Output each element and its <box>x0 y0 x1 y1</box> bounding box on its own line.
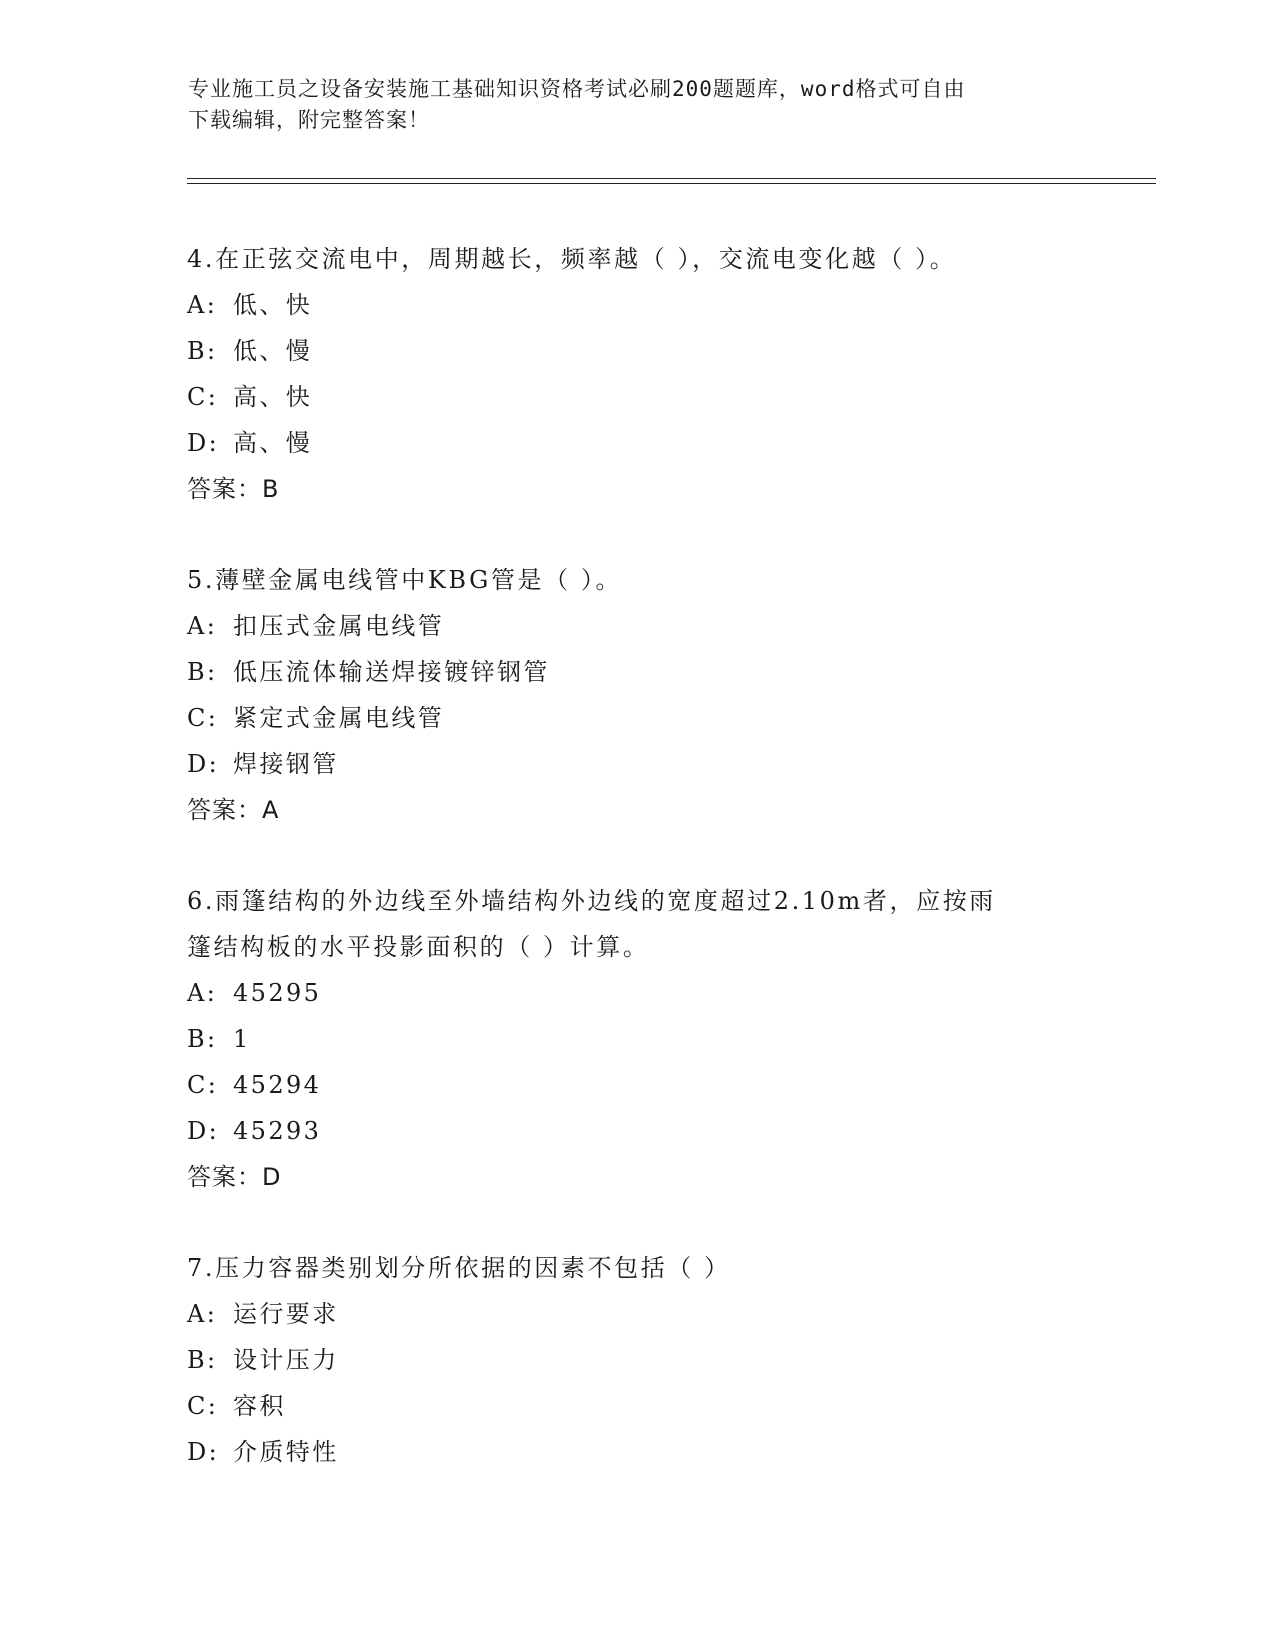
option-text: 45293 <box>233 1117 322 1145</box>
option-key: D: <box>187 750 220 778</box>
question-5 <box>187 557 1087 833</box>
option-text: 紧定式金属电线管 <box>233 704 445 732</box>
document-header <box>188 74 1088 136</box>
option-text: 高、慢 <box>233 429 313 457</box>
option-key: C: <box>187 1071 219 1099</box>
option-key: B: <box>187 1346 218 1374</box>
option-b <box>187 1337 1087 1383</box>
question-text-line-2: 篷结构板的水平投影面积的（ ）计算。 <box>187 933 650 961</box>
option-text: 运行要求 <box>233 1300 339 1328</box>
option-c <box>187 1383 1087 1429</box>
question-list <box>187 236 1087 1520</box>
option-key: D: <box>187 1438 220 1466</box>
answer-line: 答案：D <box>187 1163 282 1191</box>
option-key: B: <box>187 658 218 686</box>
option-text: 低、慢 <box>233 337 313 365</box>
header-divider-top <box>187 178 1156 179</box>
option-b <box>187 328 1087 374</box>
option-key: A: <box>187 1300 218 1328</box>
option-text: 焊接钢管 <box>233 750 339 778</box>
question-6 <box>187 878 1087 1200</box>
header-line-2: 下载编辑，附完整答案！ <box>188 108 430 132</box>
option-text: 1 <box>233 1025 251 1053</box>
option-c <box>187 695 1087 741</box>
option-key: B: <box>187 1025 218 1053</box>
option-text: 低压流体输送焊接镀锌钢管 <box>233 658 550 686</box>
answer-line: 答案：B <box>187 475 280 503</box>
question-7 <box>187 1245 1087 1475</box>
option-key: B: <box>187 337 218 365</box>
option-text: 高、快 <box>233 383 313 411</box>
question-text: 7.压力容器类别划分所依据的因素不包括（ ） <box>187 1254 731 1282</box>
option-key: C: <box>187 1392 219 1420</box>
option-c <box>187 374 1087 420</box>
option-b <box>187 649 1087 695</box>
header-divider-bottom <box>187 183 1156 184</box>
option-key: C: <box>187 383 219 411</box>
answer-line: 答案：A <box>187 796 280 824</box>
option-a <box>187 970 1087 1016</box>
header-line-1: 专业施工员之设备安装施工基础知识资格考试必刷200题题库，word格式可自由 <box>188 77 966 101</box>
option-text: 设计压力 <box>233 1346 339 1374</box>
option-d <box>187 420 1087 466</box>
option-text: 低、快 <box>233 291 313 319</box>
option-key: D: <box>187 1117 220 1145</box>
option-key: C: <box>187 704 219 732</box>
option-text: 45295 <box>233 979 322 1007</box>
question-text-line-1: 6.雨篷结构的外边线至外墙结构外边线的宽度超过2.10m者，应按雨 <box>187 887 996 915</box>
option-d <box>187 1108 1087 1154</box>
option-a <box>187 603 1087 649</box>
option-c <box>187 1062 1087 1108</box>
option-b <box>187 1016 1087 1062</box>
question-text: 4.在正弦交流电中，周期越长，频率越（ ），交流电变化越（ ）。 <box>187 245 957 273</box>
option-a <box>187 282 1087 328</box>
option-d <box>187 741 1087 787</box>
option-key: D: <box>187 429 220 457</box>
option-key: A: <box>187 979 218 1007</box>
option-key: A: <box>187 612 218 640</box>
option-text: 扣压式金属电线管 <box>233 612 445 640</box>
option-key: A: <box>187 291 218 319</box>
option-a <box>187 1291 1087 1337</box>
option-text: 容积 <box>233 1392 286 1420</box>
option-d <box>187 1429 1087 1475</box>
option-text: 45294 <box>233 1071 322 1099</box>
option-text: 介质特性 <box>233 1438 339 1466</box>
question-text: 5.薄壁金属电线管中KBG管是（ ）。 <box>187 566 623 594</box>
question-4 <box>187 236 1087 512</box>
